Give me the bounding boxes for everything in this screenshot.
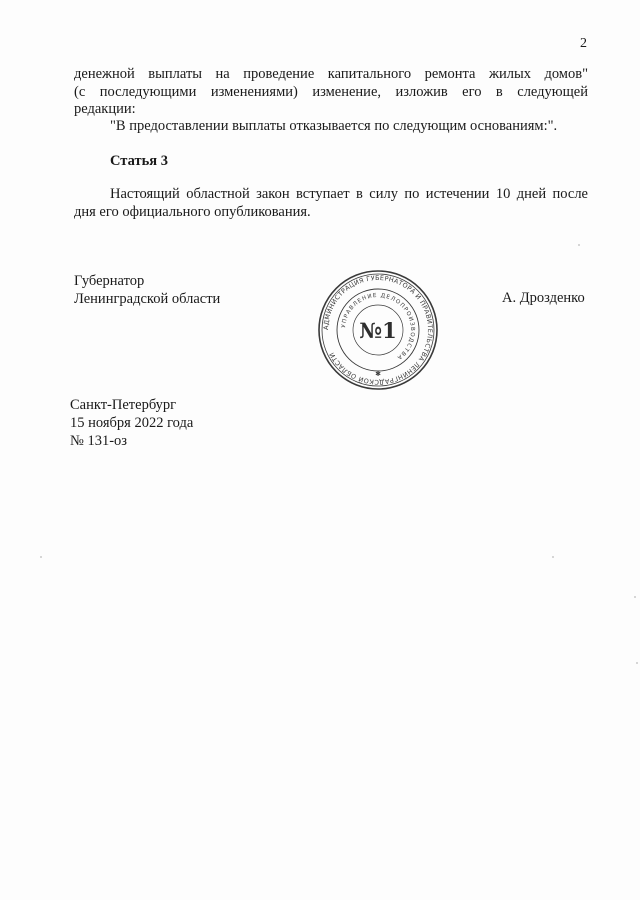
law-number: № 131-оз: [70, 433, 128, 449]
paragraph-amendment: [74, 66, 588, 119]
page-number: 2: [580, 36, 587, 51]
seal-graphic: [316, 268, 440, 392]
seal-outer-text: АДМИНИСТРАЦИЯ ГУБЕРНАТОРА И ПРАВИТЕЛЬСТВА ЛЕНИНГРАДСКОЙ ОБЛАСТИ: [321, 273, 435, 387]
paragraph-effective-date: [74, 186, 588, 221]
signing-details: [70, 396, 193, 450]
signer-name: А. Дрозденко: [502, 290, 585, 306]
paragraph-line: (с последующими изменениями) изменение, изложив его в следующей: [74, 83, 588, 100]
official-seal: [316, 268, 440, 392]
signing-place: Санкт-Петербург: [70, 397, 177, 413]
scan-speck: [578, 244, 580, 246]
scan-speck: [552, 556, 554, 558]
seal-inner-text: УПРАВЛЕНИЕ ДЕЛОПРОИЗВОДСТВА: [341, 292, 416, 361]
article-heading: Статья 3: [110, 153, 168, 169]
paragraph-line: денежной выплаты на проведение капитального ремонта жилых домов": [74, 66, 588, 82]
quoted-amendment-text: "В предоставлении выплаты отказывается по следующим основаниям:".: [110, 118, 558, 134]
scan-speck: [40, 556, 42, 558]
seal-star-icon: ✱: [375, 370, 381, 378]
paragraph-line: дня его официального опубликования.: [74, 203, 311, 220]
signer-title-line: Ленинградской области: [74, 291, 221, 307]
paragraph-line: редакции:: [74, 101, 136, 117]
paragraph-line: Настоящий областной закон вступает в силу по истечении 10 дней после: [110, 186, 588, 202]
scan-speck: [636, 662, 638, 664]
signer-title: [74, 272, 220, 308]
scan-speck: [634, 596, 636, 598]
signing-date: 15 ноября 2022 года: [70, 415, 194, 431]
signer-title-line: Губернатор: [74, 273, 145, 289]
seal-number: №1: [359, 318, 397, 343]
